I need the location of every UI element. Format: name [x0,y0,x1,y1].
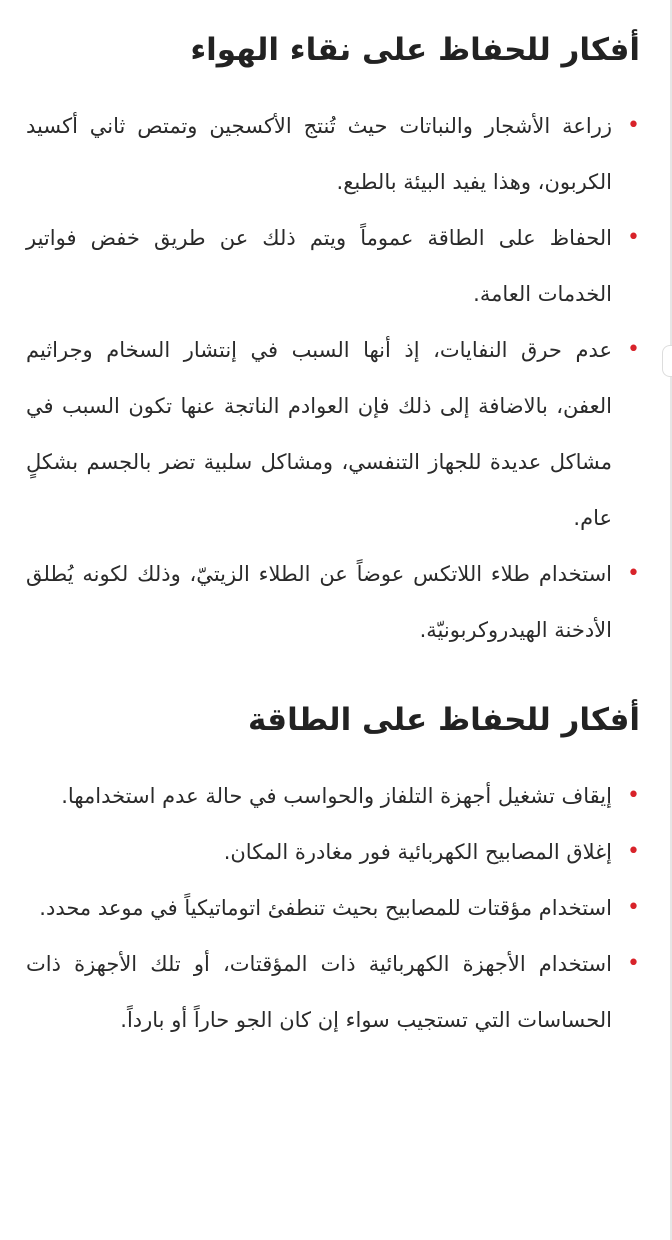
list-item [26,880,640,936]
bullet-icon: • [627,951,640,976]
list-item [26,210,640,322]
list-item [26,322,640,546]
list-item-text: استخدام الأجهزة الكهربائية ذات المؤقتات، أو تلك الأجهزة ذات الحساسات التي تستجيب سواء إن كان الجو حاراً أو بارداً. [26,952,612,1032]
bullet-icon: • [627,561,640,586]
bullet-icon: • [627,225,640,250]
bullet-icon: • [627,113,640,138]
list-item-text: زراعة الأشجار والنباتات حيث تُنتج الأكسجين وتمتص ثاني أكسيد الكربون، وهذا يفيد البيئة بالطبع. [26,114,612,194]
list-item-text: إغلاق المصابيح الكهربائية فور مغادرة المكان. [223,840,612,864]
side-scroll-handle[interactable] [662,345,672,377]
bullet-icon: • [627,895,640,920]
list-item [26,768,640,824]
list-item-text: استخدام مؤقتات للمصابيح بحيث تنطفئ اتوماتيكياً في موعد محدد. [39,896,612,920]
list-item [26,98,640,210]
list-item [26,546,640,658]
bullet-icon: • [627,839,640,864]
list-item-text: الحفاظ على الطاقة عموماً ويتم ذلك عن طريق خفض فواتير الخدمات العامة. [26,226,612,306]
section-title-air: أفكار للحفاظ على نقاء الهواء [190,32,640,68]
bullet-icon: • [627,783,640,808]
list-item-text: إيقاف تشغيل أجهزة التلفاز والحواسب في حالة عدم استخدامها. [61,784,612,808]
list-item-text: عدم حرق النفايات، إذ أنها السبب في إنتشار السخام وجراثيم العفن، بالاضافة إلى ذلك فإن العوادم الناتجة عنها تكون السبب في مشاكل عديدة للجهاز التنفسي، ومشاكل سلبية تضر بالجسم بشكلٍ عام. [26,338,612,530]
section-title-energy: أفكار للحفاظ على الطاقة [248,702,640,738]
bullet-icon: • [627,337,640,362]
energy-tips-list [26,768,640,1048]
air-tips-list [26,98,640,658]
list-item-text: استخدام طلاء اللاتكس عوضاً عن الطلاء الزيتيّ، وذلك لكونه يُطلق الأدخنة الهيدروكربونيّة. [26,562,612,642]
list-item [26,824,640,880]
list-item [26,936,640,1048]
